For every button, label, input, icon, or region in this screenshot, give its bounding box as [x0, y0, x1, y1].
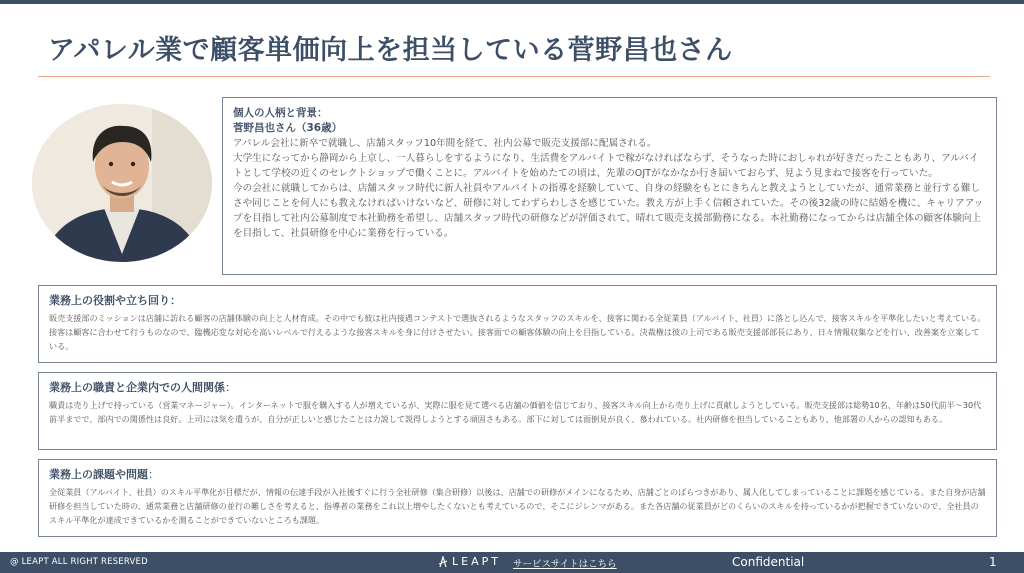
section-heading-text: 業務上の役割や立ち回り：: [49, 294, 181, 307]
section-heading: [49, 292, 986, 309]
portrait-photo: [32, 104, 212, 262]
section-issues: [38, 459, 997, 537]
section-roles: [38, 285, 997, 363]
footer-copyright: @ LEAPT ALL RIGHT RESERVED: [10, 557, 148, 567]
profile-paragraph-1: アパレル会社に新卒で就職し、店舗スタッフ10年間を経て、社内公募で販売支援部に配属される。: [233, 138, 657, 149]
page-number: 1: [989, 555, 997, 569]
leapt-logo-icon: [438, 556, 448, 568]
section-heading-text: 業務上の課題や問題: [49, 468, 148, 481]
footer-brand: [438, 555, 501, 568]
profile-paragraph-2: 大学生になってから静岡から上京し、一人暮らしをするようになり、生活費をアルバイトで稼がなければならず、そうなった時におしゃれが好きだったこともあり、アルバイトとして学校の近くのセレクトショップで働くことに。アルバイトを始めたての頃は、先輩のOJTがなかなか行き届いておらず、見よう見まねで接客を行っていた。: [233, 153, 979, 179]
footer-brand-text: LEAPT: [452, 555, 501, 568]
profile-name: 菅野昌也さん（36歳）: [233, 122, 343, 134]
confidential-label: Confidential: [732, 555, 805, 569]
portrait-illustration: [32, 104, 212, 262]
section-heading: [49, 466, 986, 483]
footer-bar: [0, 552, 1024, 573]
section-heading: [49, 379, 986, 396]
section-body: 職責は売り上げで持っている（営業マネージャー）。インターネットで服を購入する人が増えているが、実際に服を見て選べる店舗の価値を信じており、接客スキル向上から売り上げに貢献しようとしている。販売支援部は総勢10名、年齢は50代前半〜30代前半までで、部内での関係性は良好。上司には気を遣うが、自分が正しいと感じたことは力説して説得しようとする頑固さもある。部下に対しては面倒見が良く、慕われている。社内研修を担当していることもあり、他部署の人からの認知もある。: [49, 400, 982, 424]
page-title: アパレル業で顧客単価向上を担当している菅野昌也さん: [48, 35, 733, 66]
section-body: 全従業員（アルバイト、社員）のスキル平準化が目標だが、情報の伝達手段が入社後すぐに行う全社研修（集合研修）以後は、店舗での研修がメインになるため、店舗ごとのばらつきがあり、属人化してしまっていることに課題を感じている。また自身が店舗研修を担当していた時の、通常業務と店舗研修の並行の難しさを考えると、指導者の業務をこれ以上増やしたくないとも考えているので、そこにジレンマがある。また各店舗の従業員がどのくらいのスキルを持っているかが把握できていないので、全社員のスキル平準化が達成できているかを測ることができていないところも課題。: [49, 487, 986, 525]
profile-paragraph-3: 今の会社に就職してからは、店舗スタッフ時代に新人社員やアルバイトの指導を経験していて、自身の経験をもとにきちんと教えようとしていたが、通常業務と並行する難しさや同じことを何人にも教えなければいけないなど、研修に対してわずらわしさを感じていた。教え方が上手く信頼されていた。その後32歳の時に結婚を機に、キャリアアップを目指して社内公募制度で本社勤務を希望し、店舗スタッフ時代の研修などが評価されて、晴れて販売支援部勤務になる。本社勤務になってからは店舗全体の顧客体験向上を目指して、社員研修を中心に業務を行っている。: [233, 183, 984, 239]
service-site-link[interactable]: サービスサイトはこちら: [513, 559, 617, 570]
profile-box: [222, 97, 997, 275]
section-heading-text: 業務上の職責と企業内での人間関係: [49, 381, 225, 394]
profile-heading: 個人の人柄と背景：: [233, 107, 328, 119]
section-heading-suffix: ：: [148, 468, 159, 481]
section-heading-suffix: ：: [225, 381, 236, 394]
section-responsibilities: [38, 372, 997, 450]
title-divider: [38, 76, 990, 77]
top-accent-bar: [0, 0, 1024, 4]
section-body: 販売支援部のミッションは店舗に訪れる顧客の店舗体験の向上と人材育成。その中でも彼は社内接遇コンテストで選抜されるようなスタッフのスキルを、接客に関わる全従業員（アルバイト、社員）に落とし込んで、接客スキルを平準化したいと考えている。接客は顧客に合わせて行うものなので、臨機応変な対応を高いレベルで行えるような接客スキルを身に付けさせたい。接客面での顧客体験の向上を目指している。決裁権は彼の上司である販売支援部部長にあり、日々情報収集などを行い、改善案を立案している。: [49, 313, 986, 351]
